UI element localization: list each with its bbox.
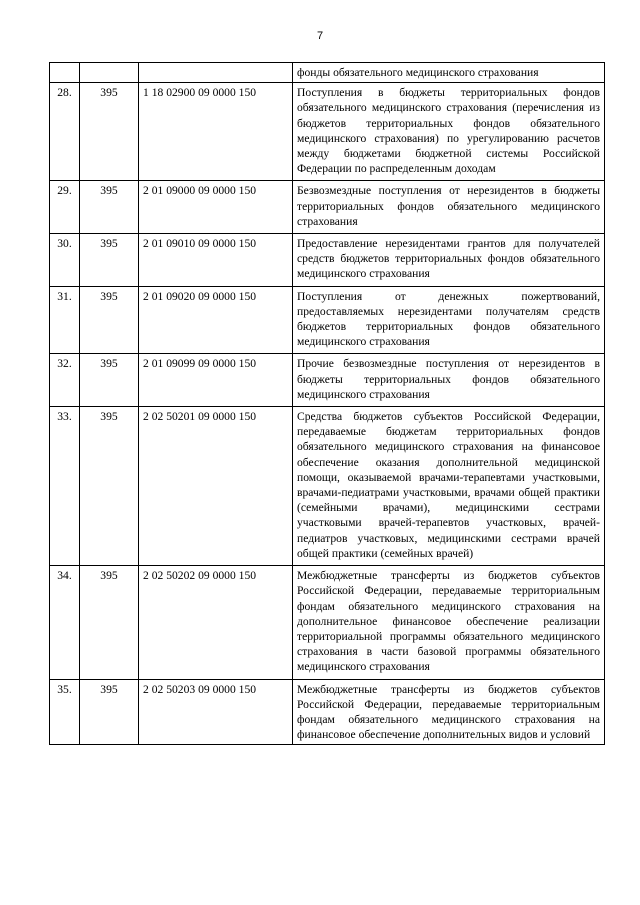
income-description: Прочие безвозмездные поступления от нерезидентов в бюджеты территориальных фондов обязательного медицинского страхования: [293, 354, 605, 407]
administrator-code: [80, 63, 139, 83]
administrator-code: 395: [80, 354, 139, 407]
administrator-code: 395: [80, 286, 139, 354]
administrator-code: 395: [80, 181, 139, 234]
page-number: 7: [316, 30, 324, 42]
budget-classification-code: 2 01 09000 09 0000 150: [139, 181, 293, 234]
table-row: [50, 354, 605, 407]
budget-classification-code: [139, 63, 293, 83]
budget-classification-code: 1 18 02900 09 0000 150: [139, 83, 293, 181]
budget-classification-code: 2 02 50201 09 0000 150: [139, 407, 293, 566]
income-description: Поступления в бюджеты территориальных фондов обязательного медицинского страхования (перечисления из бюджетов территориальных фондов обязательного медицинского страхования) по урегулированию расчетов между бюджетами бюджетной системы Российской Федерации по распределенным доходам: [293, 83, 605, 181]
table-row: [50, 286, 605, 354]
administrator-code: 395: [80, 83, 139, 181]
table-row: [50, 83, 605, 181]
budget-classification-code: 2 01 09020 09 0000 150: [139, 286, 293, 354]
row-number: 28.: [50, 83, 80, 181]
budget-classification-code: 2 02 50203 09 0000 150: [139, 679, 293, 745]
table-row: [50, 181, 605, 234]
administrator-code: 395: [80, 407, 139, 566]
budget-codes-table: [49, 62, 605, 745]
budget-classification-code: 2 02 50202 09 0000 150: [139, 566, 293, 679]
budget-classification-code: 2 01 09010 09 0000 150: [139, 234, 293, 287]
income-description: Поступления от денежных пожертвований, предоставляемых нерезидентами получателям средств бюджетов территориальных фондов обязательного медицинского страхования: [293, 286, 605, 354]
row-number: 30.: [50, 234, 80, 287]
income-description: Межбюджетные трансферты из бюджетов субъектов Российской Федерации, передаваемые территориальным фондам обязательного медицинского страхования на дополнительное финансовое обеспечение реализации территориальной программы обязательного медицинского страхования в части базовой программы обязательного медицинского страхования: [293, 566, 605, 679]
administrator-code: 395: [80, 679, 139, 745]
income-description: Безвозмездные поступления от нерезидентов в бюджеты территориальных фондов обязательного медицинского страхования: [293, 181, 605, 234]
budget-classification-code: 2 01 09099 09 0000 150: [139, 354, 293, 407]
row-number: 33.: [50, 407, 80, 566]
income-description: Средства бюджетов субъектов Российской Федерации, передаваемые бюджетам территориальных фондов обязательного медицинского страхования на финансовое обеспечение оказания дополнительной медицинской помощи, оказываемой врачами-терапевтами участковыми, врачами-педиатрами участковыми, врачами общей практики (семейными врачами), медицинскими сестрами участковыми врачей-терапевтов участковых, врачей-педиатров участковых, медицинскими сестрами врачей общей практики (семейных врачей): [293, 407, 605, 566]
administrator-code: 395: [80, 566, 139, 679]
income-description: фонды обязательного медицинского страхования: [293, 63, 605, 83]
income-description: Предоставление нерезидентами грантов для получателей средств бюджетов территориальных фондов обязательного медицинского страхования: [293, 234, 605, 287]
row-number: 34.: [50, 566, 80, 679]
row-number: 32.: [50, 354, 80, 407]
row-number: 31.: [50, 286, 80, 354]
row-number: 29.: [50, 181, 80, 234]
row-number: 35.: [50, 679, 80, 745]
table-row: [50, 566, 605, 679]
administrator-code: 395: [80, 234, 139, 287]
table-row: [50, 63, 605, 83]
income-description: Межбюджетные трансферты из бюджетов субъектов Российской Федерации, передаваемые территориальным фондам обязательного медицинского страхования на финансовое обеспечение дополнительных видов и условий: [293, 679, 605, 745]
table-row: [50, 234, 605, 287]
row-number: [50, 63, 80, 83]
table-row: [50, 407, 605, 566]
table-row: [50, 679, 605, 745]
